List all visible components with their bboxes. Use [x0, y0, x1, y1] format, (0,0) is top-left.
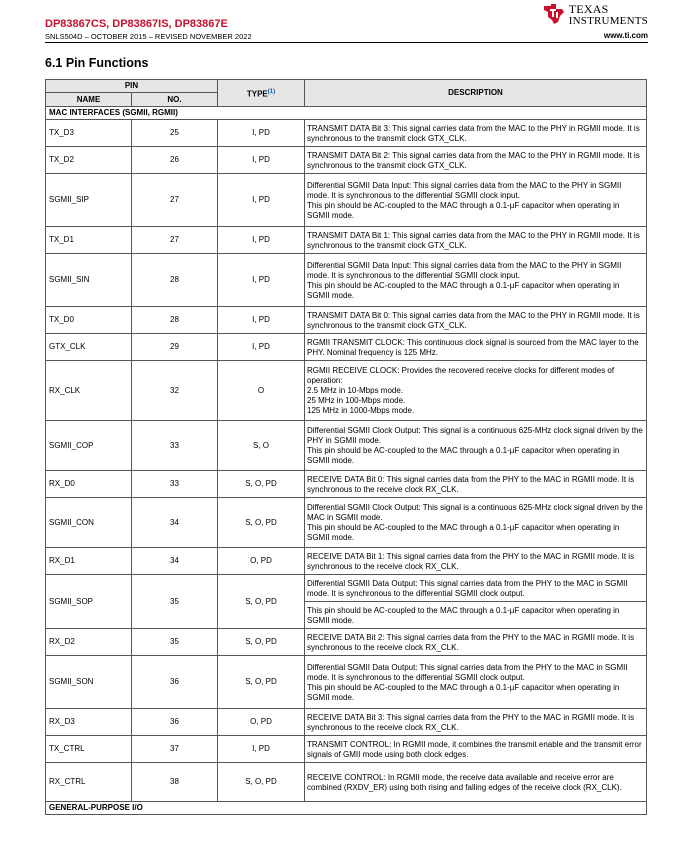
pin-description-cell	[305, 629, 647, 656]
pin-name-cell: TX_D3	[46, 120, 132, 147]
logo-line1: TEXAS	[568, 2, 609, 16]
pin-type-cell: O, PD	[218, 548, 305, 575]
name-header: NAME	[46, 93, 132, 107]
table-row	[46, 629, 647, 656]
description-line: This pin should be AC-coupled to the MAC through a 0.1-µF capacitor when operating in SGMII mode.	[307, 280, 620, 300]
pin-type-cell: S, O, PD	[218, 629, 305, 656]
pin-type-cell: S, O, PD	[218, 575, 305, 629]
document-title[interactable]: DP83867CS, DP83867IS, DP83867E	[45, 18, 228, 30]
doc-header	[45, 18, 252, 42]
pin-type-cell: I, PD	[218, 307, 305, 334]
table-row	[46, 656, 647, 709]
table-row	[46, 471, 647, 498]
table-row	[46, 709, 647, 736]
pin-name-cell: SGMII_SIN	[46, 254, 132, 307]
pin-description-cell	[305, 498, 647, 548]
description-line: This pin should be AC-coupled to the MAC through a 0.1-µF capacitor when operating in SGMII mode.	[307, 200, 620, 220]
description-line: Differential SGMII Data Input: This signal carries data from the MAC to the PHY in SGMII mode. It is synchronous to the differential SGMII clock input.	[307, 180, 622, 200]
description-line: RGMII RECEIVE CLOCK: Provides the recovered receive clocks for different modes of operation:	[307, 366, 615, 385]
description-line: Differential SGMII Clock Output: This signal is a continuous 625-MHz clock signal driven by the PHY in SGMII mode.	[307, 426, 643, 445]
pin-type-cell: I, PD	[218, 736, 305, 763]
type-footnote-link[interactable]: (1)	[267, 88, 276, 95]
pin-name-cell: SGMII_CON	[46, 498, 132, 548]
table-row	[46, 575, 647, 602]
description-line: RECEIVE DATA Bit 0: This signal carries data from the PHY to the MAC in RGMII mode. It is synchronous to the receive clock RX_CLK.	[307, 474, 635, 494]
pin-number-cell: 34	[132, 498, 218, 548]
type-header	[218, 80, 305, 107]
pin-name-cell: RX_D2	[46, 629, 132, 656]
pin-name-cell: RX_D0	[46, 471, 132, 498]
pin-name-cell: SGMII_SOP	[46, 575, 132, 629]
table-row	[46, 763, 647, 802]
pin-name-cell: SGMII_SON	[46, 656, 132, 709]
pin-description-cell	[305, 254, 647, 307]
pin-description-cell	[305, 174, 647, 227]
description-line: TRANSMIT DATA Bit 0: This signal carries data from the MAC to the PHY in RGMII mode. It is synchronous to the transmit clock GTX_CLK.	[307, 310, 640, 330]
pin-description-cell	[305, 602, 647, 629]
pin-number-cell: 25	[132, 120, 218, 147]
ti-logo[interactable]	[542, 3, 648, 27]
pin-name-cell: GTX_CLK	[46, 334, 132, 361]
pin-description-cell	[305, 575, 647, 602]
description-line: This pin should be AC-coupled to the MAC through a 0.1-µF capacitor when operating in SGMII mode.	[307, 682, 620, 702]
table-row	[46, 120, 647, 147]
pin-type-cell: I, PD	[218, 227, 305, 254]
logo-line2: INSTRUMENTS	[568, 15, 648, 27]
no-header: NO.	[132, 93, 218, 107]
pin-type-cell: S, O, PD	[218, 471, 305, 498]
ti-logo-icon	[542, 3, 566, 25]
pin-name-cell: SGMII_COP	[46, 421, 132, 471]
table-row	[46, 147, 647, 174]
description-line: RECEIVE DATA Bit 1: This signal carries data from the PHY to the MAC in RGMII mode. It is synchronous to the receive clock RX_CLK.	[307, 551, 635, 571]
pin-header: PIN	[46, 80, 218, 93]
pin-number-cell: 34	[132, 548, 218, 575]
description-line: 2.5 MHz in 10-Mbps mode.	[307, 386, 404, 395]
pin-number-cell: 38	[132, 763, 218, 802]
table-row	[46, 307, 647, 334]
pin-name-cell: TX_D0	[46, 307, 132, 334]
pin-type-cell: S, O, PD	[218, 656, 305, 709]
pin-number-cell: 36	[132, 709, 218, 736]
table-row	[46, 498, 647, 548]
pin-number-cell: 28	[132, 307, 218, 334]
group-row: GENERAL-PURPOSE I/O	[46, 802, 647, 815]
pin-number-cell: 28	[132, 254, 218, 307]
pin-number-cell: 37	[132, 736, 218, 763]
pin-number-cell: 33	[132, 471, 218, 498]
pin-functions-table	[45, 79, 647, 815]
pin-description-cell	[305, 334, 647, 361]
pin-type-cell: I, PD	[218, 334, 305, 361]
pin-number-cell: 35	[132, 575, 218, 629]
pin-type-cell: I, PD	[218, 120, 305, 147]
pin-number-cell: 27	[132, 174, 218, 227]
pin-description-cell	[305, 736, 647, 763]
table-row	[46, 227, 647, 254]
pin-description-cell	[305, 120, 647, 147]
pin-name-cell: TX_D2	[46, 147, 132, 174]
pin-description-cell	[305, 307, 647, 334]
table-row	[46, 174, 647, 227]
header-divider	[45, 42, 648, 43]
pin-number-cell: 26	[132, 147, 218, 174]
document-number: SNLS504D – OCTOBER 2015 – REVISED NOVEMBER 2022	[45, 32, 252, 41]
description-line: RECEIVE DATA Bit 2: This signal carries data from the PHY to the MAC in RGMII mode. It is synchronous to the receive clock RX_CLK.	[307, 632, 635, 652]
description-line: RECEIVE DATA Bit 3: This signal carries data from the PHY to the MAC in RGMII mode. It is synchronous to the receive clock RX_CLK.	[307, 712, 635, 732]
table-row	[46, 548, 647, 575]
pin-type-cell: S, O	[218, 421, 305, 471]
pin-description-cell	[305, 548, 647, 575]
pin-description-cell	[305, 421, 647, 471]
pin-description-cell	[305, 361, 647, 421]
pin-name-cell: RX_CTRL	[46, 763, 132, 802]
description-header: DESCRIPTION	[305, 80, 647, 107]
pin-number-cell: 35	[132, 629, 218, 656]
section-title: 6.1 Pin Functions	[45, 56, 149, 70]
pin-description-cell	[305, 471, 647, 498]
description-line: RECEIVE CONTROL: In RGMII mode, the receive data available and receive error are combined (RXDV_ER) using both rising and falling edges of the receive clock (RX_CLK).	[307, 772, 622, 792]
pin-description-cell	[305, 709, 647, 736]
pin-type-cell: O	[218, 361, 305, 421]
pin-description-cell	[305, 656, 647, 709]
pin-type-cell: S, O, PD	[218, 763, 305, 802]
pin-name-cell: RX_CLK	[46, 361, 132, 421]
pin-name-cell: RX_D3	[46, 709, 132, 736]
type-header-label: TYPE	[246, 89, 268, 99]
description-line: This pin should be AC-coupled to the MAC through a 0.1-µF capacitor when operating in SGMII mode.	[307, 523, 620, 542]
pin-type-cell: I, PD	[218, 254, 305, 307]
description-line: TRANSMIT CONTROL: In RGMII mode, it combines the transmit enable and the transmit error signals of GMII mode using both clock edges.	[307, 739, 642, 759]
pin-description-cell	[305, 227, 647, 254]
description-line: RGMII TRANSMIT CLOCK: This continuous clock signal is sourced from the MAC layer to the PHY. Nominal frequency is 125 MHz.	[307, 337, 639, 357]
pin-type-cell: I, PD	[218, 174, 305, 227]
pin-number-cell: 33	[132, 421, 218, 471]
pin-number-cell: 32	[132, 361, 218, 421]
pin-number-cell: 29	[132, 334, 218, 361]
table-row	[46, 334, 647, 361]
pin-number-cell: 27	[132, 227, 218, 254]
pin-name-cell: TX_CTRL	[46, 736, 132, 763]
description-line: This pin should be AC-coupled to the MAC through a 0.1-µF capacitor when operating in SGMII mode.	[307, 446, 620, 465]
pin-name-cell: RX_D1	[46, 548, 132, 575]
description-line: TRANSMIT DATA Bit 1: This signal carries data from the MAC to the PHY in RGMII mode. It is synchronous to the transmit clock GTX_CLK.	[307, 230, 640, 250]
table-row	[46, 361, 647, 421]
description-line: 125 MHz in 1000-Mbps mode.	[307, 406, 415, 415]
pin-type-cell: I, PD	[218, 147, 305, 174]
table-row	[46, 736, 647, 763]
description-line: Differential SGMII Data Output: This signal carries data from the PHY to the MAC in SGMII mode. It is synchronous to the differential SGMII clock output.	[307, 578, 628, 598]
pin-name-cell: SGMII_SIP	[46, 174, 132, 227]
pin-type-cell: O, PD	[218, 709, 305, 736]
pin-description-cell	[305, 763, 647, 802]
description-line: TRANSMIT DATA Bit 2: This signal carries data from the MAC to the PHY in RGMII mode. It is synchronous to the transmit clock GTX_CLK.	[307, 150, 640, 170]
description-line: This pin should be AC-coupled to the MAC through a 0.1-µF capacitor when operating in SGMII mode.	[307, 605, 620, 625]
pin-description-cell	[305, 147, 647, 174]
group-row: MAC INTERFACES (SGMII, RGMII)	[46, 107, 647, 120]
pin-name-cell: TX_D1	[46, 227, 132, 254]
table-row	[46, 421, 647, 471]
description-line: TRANSMIT DATA Bit 3: This signal carries data from the MAC to the PHY in RGMII mode. It is synchronous to the transmit clock GTX_CLK.	[307, 123, 640, 143]
pin-type-cell: S, O, PD	[218, 498, 305, 548]
description-line: Differential SGMII Data Output: This signal carries data from the PHY to the MAC in SGMII mode. It is synchronous to the differential SGMII clock output.	[307, 662, 628, 682]
description-line: Differential SGMII Data Input: This signal carries data from the MAC to the PHY in SGMII mode. It is synchronous to the differential SGMII clock input.	[307, 260, 622, 280]
site-link[interactable]: www.ti.com	[603, 31, 648, 40]
description-line: Differential SGMII Clock Output: This signal is a continuous 625-MHz clock signal driven by the MAC in SGMII mode.	[307, 503, 643, 522]
table-row	[46, 254, 647, 307]
description-line: 25 MHz in 100-Mbps mode.	[307, 396, 406, 405]
pin-number-cell: 36	[132, 656, 218, 709]
